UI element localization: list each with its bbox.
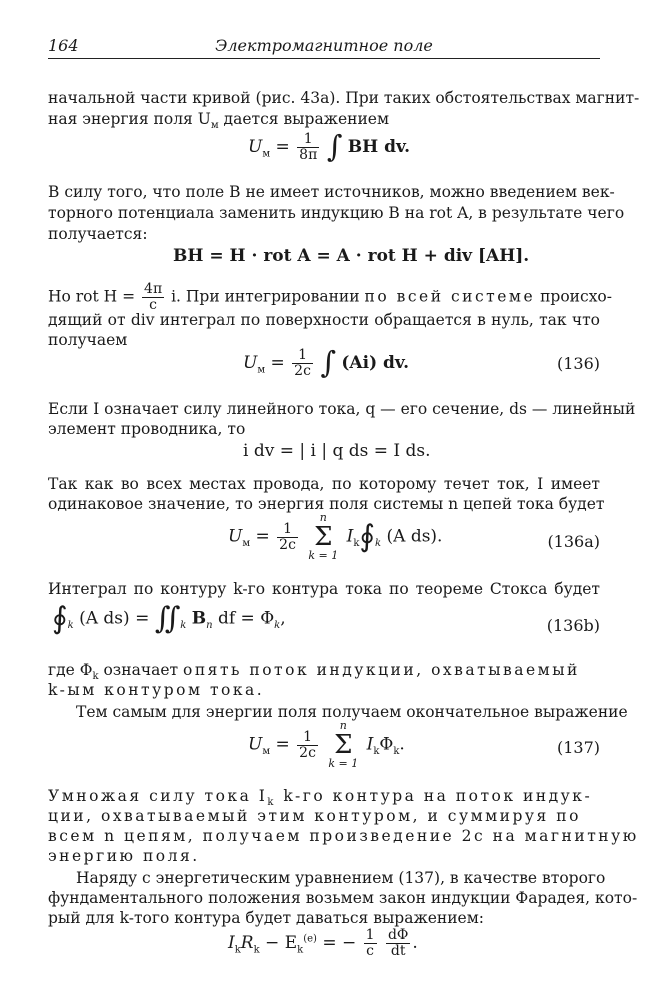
formula-136a: $U_м$ = $\frac{1}{2c}$ n Σ k = 1 $I_k∮_k$ (A ds). (136a)	[228, 511, 600, 562]
text-line: Интеграл по контуру k-го контура тока по теореме Стокса будет	[48, 580, 600, 598]
text-line: торного потенциала заменить индукцию B на rot A, в результате чего	[48, 204, 625, 222]
text-line: энергию поля.	[48, 847, 200, 865]
text-line: ции, охватываемый этим контуром, и суммируя по	[48, 807, 581, 825]
text-line: В силу того, что поле B не имеет источников, можно введением век-	[48, 183, 615, 201]
text-line: Наряду с энергетическим уравнением (137), в качестве второго	[76, 869, 606, 887]
formula-bh: BH = H · rot A = A · rot H + div [AH].	[173, 246, 530, 266]
text-line: всем n цепям, получаем произведение 2c на магнитную	[48, 827, 639, 845]
text-line: начальной части кривой (рис. 43а). При таких обстоятельствах магнит-	[48, 89, 640, 107]
text-line: одинаковое значение, то энергия поля системы n цепей тока будет	[48, 495, 605, 513]
text-line: дящий от div интеграл по поверхности обращается в нуль, так что	[48, 311, 600, 329]
formula-137: $U_м$ = $\frac{1}{2c}$ n Σ k = 1 $I_k\Phi_k$. (137)	[248, 719, 600, 770]
text-line: где $\Phi_k$ означает опять поток индукции, охватываемый	[48, 661, 580, 683]
text-line: Но rot H = $\frac{4\pi}{c}$ i. При интегрировании по всей системе происхо-	[48, 281, 613, 313]
formula-faraday: $I_kR_k - E_k^{(e)}$ = − $\frac{1}{c}$ $\frac{d\Phi}{dt}$ .	[228, 927, 418, 959]
text-line: получается:	[48, 225, 148, 243]
text-line: фундаментального положения возьмем закон индукции Фарадея, кото-	[48, 889, 638, 907]
text-line: элемент проводника, то	[48, 420, 246, 438]
formula-energy: $U_м$ = $\frac{1}{8\pi}$ ∫ BH dv.	[248, 129, 411, 165]
equation-number: (136b)	[546, 616, 600, 635]
text-line: рый для k-того контура будет даваться выражением:	[48, 909, 484, 927]
text-line: получаем	[48, 331, 128, 349]
text-line: k-ым контуром тока.	[48, 681, 265, 699]
formula-136b: $∮_k$ (A $ds) = ∬_k$ $B_n$ df = $\Phi_k$, (136b)	[52, 601, 600, 636]
text-line: Умножая силу тока $I_k$ k-го контура на поток индук-	[48, 787, 593, 809]
equation-number: (137)	[556, 738, 600, 757]
page-number: 164	[48, 36, 79, 55]
formula-current: i dv = | i | q ds = I ds.	[243, 441, 431, 461]
text-line: Так как во всех местах провода, по которому течет ток, I имеет	[48, 475, 600, 493]
equation-number: (136)	[556, 354, 600, 373]
text-line: Если I означает силу линейного тока, q — его сечение, ds — линейный	[48, 400, 636, 418]
text-line: Тем самым для энергии поля получаем окончательное выражение	[76, 703, 628, 721]
formula-136: $U_м$ = $\frac{1}{2c}$ ∫ (Ai) dv. (136)	[243, 345, 600, 381]
equation-number: (136a)	[547, 532, 600, 551]
running-title: Электромагнитное поле	[215, 36, 433, 55]
running-header	[48, 36, 600, 59]
text-line: ная энергия поля $U_м$ дается выражением	[48, 110, 390, 132]
